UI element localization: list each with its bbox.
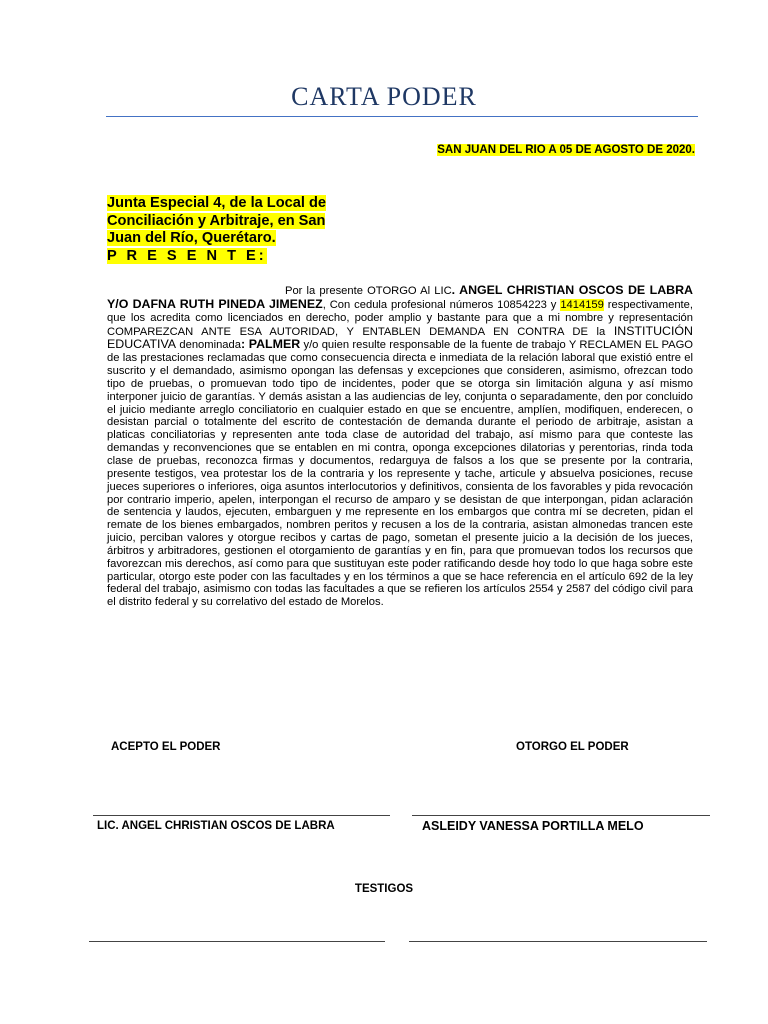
presente-heading: P R E S E N T E:	[107, 247, 267, 264]
witness-line-right	[409, 941, 707, 942]
accept-label: ACEPTO EL PODER	[111, 741, 221, 753]
addressee-block	[107, 195, 367, 265]
institution-text: INSTITUCIÓN EDUCATIVA	[107, 323, 693, 352]
attorney-signature-name: LIC. ANGEL CHRISTIAN OSCOS DE LABRA	[97, 820, 335, 832]
witnesses-heading: TESTIGOS	[354, 883, 414, 895]
body-main-text: y/o quien resulte responsable de la fuente de trabajo Y RECLAMEN EL PAGO de las prestaciones reclamadas que como consecuencia directa e inmediata de la relación laboral que existió entre el suscrito y el demandado, asimismo opongan las defensas y excepciones que consideren, asimismo, ofrezcan todo tipo de pruebas, o promuevan todo tipo de incidentes, poder que se otorga sin limitación alguna y así mismo interponer juicio de garantías. Y demás asistan a las audiencias de ley, conjunta o separadamente, den por concluido el juicio mediante arreglo conciliatorio en cualquier estado en que se encuentre, amplíen, modifiquen, enderecen, o desistan parcial o totalmente del escrito de contestación de demanda durante el periodo de arbitraje, asistan a platicas conciliatorias y representen ante toda clase de autoridad del trabajo, así mismo para que conteste las demandas y reconvenciones que se entablen en mi contra, oponga excepciones dilatorias y perentorias, rinda toda clase de pruebas, reconozca firmas y documentos, redarguya de falsos a los que se presente por la contraria, presente testigos, vea protestar los de la contraria y los represente y tache, articule y absuelva posiciones, recuse jueces superiores o inferiores, oiga asuntos interlocutorios y definitivos, consienta de los favorables y pida revocación por contrario imperio, apelen, interpongan el recurso de amparo y se desistan de que interpongan, pidan aclaración de sentencia y laudos, ejecuten, embarguen y me represente en los embargos que contra mí se decreten, pidan el remate de los bienes embargados, nombren peritos y recusen a los de la contraria, asistan almonedas trancen este juicio, perciban valores y otorgue recibos y cartas de pago, sometan el presente juicio a la decisión de los jueces, árbitros y arbitradores, gestionen el otorgamiento de garantías y en fin, para que promuevan todos los recursos que favorezcan mis derechos, así como para que sustituyan este poder ratificando desde hoy todo lo que haga sobre este particular, otorgo este poder con las facultades y en los términos a que se hace referencia en el artículo 692 de la ley federal del trabajo, asimismo con todas las facultades a que se refieren los artículos 2554 y 2587 del código civil para el distrito federal y su correlativo del estado de Morelos.	[107, 339, 693, 609]
title-underline	[106, 116, 698, 117]
signature-line-right	[412, 815, 710, 816]
witness-line-left	[89, 941, 385, 942]
date-line	[437, 144, 695, 156]
body-denominated: denominada	[176, 339, 241, 352]
date-text: SAN JUAN DEL RIO A 05 DE AGOSTO DE 2020.	[437, 144, 695, 156]
body-intro: Por la presente OTORGO Al LIC	[285, 285, 452, 297]
body-cedula-text: , Con cedula profesional números 10854223 y	[322, 298, 561, 311]
power-of-attorney-body	[107, 284, 693, 609]
addressee-line-3: Juan del Río, Querétaro.	[107, 230, 276, 246]
attorney-names: . ANGEL CHRISTIAN OSCOS DE LABRA Y/O DAFNA RUTH PINEDA JIMENEZ	[107, 283, 694, 311]
document-title: CARTA PODER	[291, 82, 477, 111]
body-powers-text: respectivamente, que los acredita como licenciados en derecho, poder amplio y bastante para que a mi nombre y representación COMPAREZCAN ANTE ESA AUTORIDAD, Y ENTABLEN DEMANDA EN CONTRA DE la	[107, 298, 693, 338]
signature-line-left	[93, 815, 390, 816]
addressee-line-2: Conciliación y Arbitraje, en San	[107, 212, 326, 229]
company-name: : PALMER	[240, 337, 301, 352]
addressee-line-1: Junta Especial 4, de la Local de	[107, 195, 326, 211]
grant-label: OTORGO EL PODER	[516, 741, 629, 753]
grantor-signature-name: ASLEIDY VANESSA PORTILLA MELO	[422, 819, 644, 833]
cedula-number-highlighted: 1414159	[560, 298, 604, 311]
